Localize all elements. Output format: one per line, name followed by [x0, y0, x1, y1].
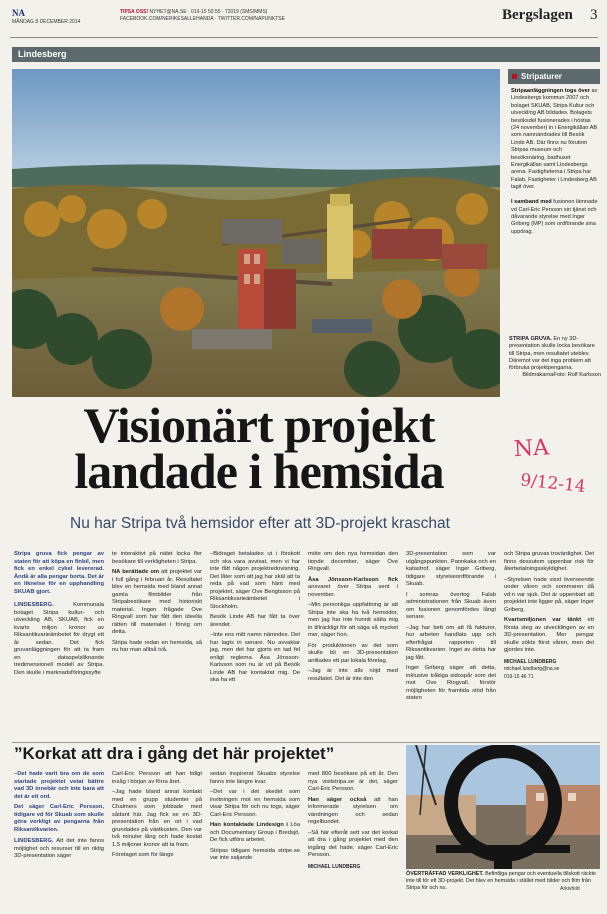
quote-col-2 — [112, 771, 202, 860]
handwritten-note-line-1: NA — [513, 435, 550, 463]
byline-name: MICHAEL LUNDBERG — [504, 658, 557, 665]
fact-p1: av Lindesbergs kommun 2007 och bolaget SKUAB, Stripa Kultur och utveckling AB bildades. Bolagets besöksdel fusionerades i höstas (24 november) in i Energikällan AB som namnändrades till Besök Linde AB. Där finns nu förutom Stripas museum och besöksnäring, badhuset Energikällan samt Lindesbergs arena. Fastigheterna i Stripa har Falab, Fastigheter i Lindesberg AB tagit över. — [511, 88, 598, 191]
article-col-5-text: 3D-presentation som var utgångspunkten. Pannkaka och en katastrof, säger Inger Griberg, tidigare styrelseordförande i Skuab. — [406, 551, 496, 587]
article-col-5 — [406, 551, 496, 703]
dateline: LINDESBERG. — [14, 602, 54, 608]
article-col-2-lead: NA berättade om — [112, 569, 160, 575]
headline — [14, 397, 504, 499]
quote-col-2-text: Carl-Eric Persson att han tidigt insåg i början av förra året. — [112, 771, 202, 785]
sculpture-photo-illustration — [406, 745, 600, 869]
square-bullet-icon — [512, 74, 517, 79]
article-col-1 — [14, 551, 104, 677]
quote-col-3-text-d: Stripas tidigare hemsida stripe.se var inte saljande — [210, 847, 300, 861]
caption-credit-2: Bildmakarna — [522, 372, 554, 379]
quote-article-body — [14, 771, 404, 911]
article-col-4 — [308, 551, 398, 683]
location-label: Lindesberg — [18, 49, 67, 59]
fact-box — [508, 69, 600, 236]
quote-col-3-text-b: –Det var i det skedet som invitningen mot en hemsida som visar Stripa för och nu togs, säger Carl-Eric Persson. — [210, 789, 300, 818]
location-bar — [12, 47, 600, 62]
byline-phone: 019-15 46 71 — [504, 673, 534, 680]
article-col-6 — [504, 551, 594, 681]
quote-dateline: LINDESBERG. — [14, 838, 54, 844]
article-col-3-text-b: Besök Linde AB har fått ta över ärendet. — [210, 614, 300, 628]
page-header — [10, 6, 600, 36]
quote-col-4 — [308, 771, 398, 871]
quote-col-4-text-b: att han informerade styrelsen om vändningen och sedan regelbundet. — [308, 796, 399, 825]
article-body — [14, 551, 602, 741]
quote-col-4-text: med 800 besökare på ett år. Den nya visitstripa.se är det, säger Carl-Eric Persson. — [308, 771, 398, 792]
quote-col-3-lead: Han kontaktade Lindesign i — [210, 822, 288, 828]
sculpture-credit: Arkivbild — [560, 886, 580, 892]
fact-box-title — [508, 69, 600, 84]
sculpture-caption-lead: ÖVERTRÄFFAD VERKLIGHET. — [406, 871, 484, 877]
article-byline — [504, 659, 594, 682]
quote-col-1-text: Att det inte fanns möjlighet och resurser till en riktig 3D-presentation säger — [14, 838, 104, 859]
caption-lead: STRIPA GRUVA. — [509, 336, 552, 342]
contact-line-1: NYHET@NA.SE · 019-15 50 55 · 72019 (SMS/MMS) — [149, 9, 268, 15]
quote-col-4-text-c: –Så här efteråt sett var det korkat att dra i gång projektet med den ingång det hade, säger Carl-Eric Persson. — [308, 829, 398, 858]
fact-box-title-text: Stripaturer — [521, 72, 562, 81]
quote-col-2-text-c: Företaget som för länge — [112, 852, 174, 858]
fact-p1-lead: Stripaanläggningen togs över — [511, 88, 590, 94]
article-col-4-text-c: –Min personliga uppfattning är att Stripa inte ska ha två hemsidor, men jag har inte hunnit sätta mig in tillräckligt för att säga så mycket mer, säger hon. — [308, 602, 398, 638]
quote-col-3 — [210, 771, 300, 863]
caption-text: En ny 3D-presentation skulle locka besökare till Stripa, men resultatet uteblev. Däremot var det inga problem att förbruka projektpengarna. — [509, 336, 595, 372]
article-col-6-text: och Stripa gruvas trovärdighet. Det finns dessutom uppenbar risk för återbetalningsskyldighet. — [504, 551, 594, 572]
page-number: 3 — [590, 7, 598, 23]
caption-credit: Foto: Rolf Karlsson — [553, 372, 601, 379]
article-col-4-text: möte om den nya hemsidan den tionde december, säger Ove Ringvall. — [308, 551, 398, 572]
article-col-2-text-c: Stripa hade redan en hemsida, så nu har man alltså två. — [112, 639, 202, 653]
fact-p2: fusionen lämnade vd Carl-Eric Persson sin tjänst och dåvarande styrelse med Inger Griberg (MP) som ordförande sina uppdrag. — [511, 199, 598, 235]
contact-info — [120, 9, 400, 23]
article-col-4-lead: Åsa Jönsson-Karlsson fick — [308, 576, 398, 583]
mine-photo — [12, 69, 500, 397]
subheadline: Nu har Stripa två hemsidor efter att 3D-projekt kraschat — [70, 515, 450, 532]
article-col-2-text: te interaktivt på nätet locka fler besökare till verkligheten i Stripa. — [112, 551, 202, 565]
article-col-5-text-d: Inger Griberg säger att detta, inklusive tråkiga sidospår som det mot Ove Ringvall, förstör möjligheten för framtida stöd från staten — [406, 665, 496, 701]
quote-byline: MICHAEL LUNDBERG — [308, 863, 361, 870]
article-col-2-text-b: att projektet var i full gång i februari år. Resultatet blev en hemsida med bland annat gamla filmbilder från Stripabesökare med historiskt material. Ingen frågade Ove Ringvall som har fått den ideella rätten till materialet i förvig om detta. — [112, 569, 202, 635]
article-col-3-text-c: –Inte ens mitt namn nämndes. Det har lagts in senare. Nu avvaktar jag, men det har gjorts en tad fel enligt reglerna. Åsa Jönsson-Karlsson som nu är vd på Besök Linde AB har kontaktat mig. De ska ha ett — [210, 632, 300, 683]
na-logo: NA — [12, 8, 25, 18]
article-col-5-text-c: –Jag har bett om att få fakturor, hur arbeten handlats upp och efterfrågat rapporten till Riksantikvarien. Inget av detta har jag fått. — [406, 624, 496, 661]
article-col-4-text-b: ansvaret över Stripa sent i november. — [308, 584, 398, 598]
quote-col-3-text: sedan inspirerat Skuabs styrelse fanns inte längre kvar. — [210, 771, 300, 785]
mine-photo-illustration — [12, 69, 500, 397]
section-name: Bergslagen — [502, 7, 573, 23]
article-col-6-text-b: –Styrelsen hade visst överseende under våren och sommaren då vd:n var sjuk. Det är uppenbart att projektet inte ligger på, säger Inger Griberg. — [504, 576, 594, 613]
handwritten-note-graphic — [506, 430, 606, 520]
article-col-3-text: –Bidraget betalades ut i förskott och ska vara avvisat, men vi har inte fått någon projektredovisning. Det låter som att jag har skäl att ta reda på vad som hänt med projektet, säger Ove Bengtsson på Riksantikvarieämbetet i Stockholm. — [210, 551, 300, 610]
article-col-6-lead: Kvartsmiljonen var tänkt — [504, 617, 582, 623]
article-col-5-text-b: I somras övertog Falab administrationen från Skuab även om fusionen genomfördes långt senare. — [406, 591, 496, 620]
headline-line-2: landade i hemsida — [74, 443, 444, 499]
article-col-1-text: Kommunala bolaget Stripa kultur- och utveckling AB, SKUAB, fick en kvarts miljon kronor av Riksantikvarieämbetet för drygt ett år sedan. Det fick gruvanläggningen för att ta fram en dataspelsliknande tredimensionell modell av Stripa. Den skulle i marknadsföringssyfte — [14, 602, 104, 676]
quote-headline: ”Korkat att dra i gång det här projektet” — [14, 744, 335, 763]
fact-box-body — [508, 84, 600, 236]
fact-p2-lead: I samband med — [511, 199, 552, 206]
header-rule — [10, 37, 598, 38]
quote-col-1 — [14, 771, 104, 861]
quote-col-2-text-b: –Jag hade bland annat kontakt med en grupp studenter på Chalmers som jobbade med sådant här. Jag fick se en 3D-presentation från en ort i vad grundades på västkusten. Den var två minuter lång och hade kostat 1,5 miljoner kronor att ta fram. — [112, 789, 202, 848]
issue-date: MÅNDAG 8 DECEMBER 2014 — [12, 19, 81, 25]
sculpture-photo — [406, 745, 600, 869]
article-lead: Stripa gruva fick pengar av staten för att köpa en finbil, men fick en enkel cykel levererad. Ändå är alla pengar borta. Det är en liknelse för en upphandling SKUAB gjort. — [14, 551, 104, 595]
handwritten-note — [506, 430, 606, 520]
photo-caption — [509, 336, 601, 380]
quote-lead-2: Det säger Carl-Eric Persson, tidigare vd för Skuab som skulle göra verkligt av pengarna från Riksantikvarien. — [14, 804, 104, 833]
quote-col-4-lead: Han säger också — [308, 796, 367, 803]
sculpture-caption-text: Befintliga pengar och eventuella tillskott räckte inte till för ett 3D-projekt. Det blev en hemsida i stället med bilder och film från Stripa för och nu. — [406, 871, 596, 891]
tip-label: TIPSA OSS! — [120, 9, 149, 15]
quote-lead-1: –Det hade varit bra om de som startade projektet vetat bättre vad 3D innebär och inte bara att det är ett ord. — [14, 771, 104, 800]
quote-col-3-text-c: Löa och Documentary Group i Bredsjö. De fick utföra arbetet. — [210, 822, 300, 843]
article-col-2 — [112, 551, 202, 655]
handwritten-note-line-2: 9/12-14 — [519, 470, 587, 498]
article-col-4-text-d: För produktionen av det som skulle bli en 3D-presentation anlitades ett par lokala företag. — [308, 642, 398, 664]
article-col-3 — [210, 551, 300, 685]
article-col-6-text-c: ett första steg av utvecklingen av en 3D-presentation. Mer pengar skulle sökts först våren, men det gjordes inte. — [504, 617, 595, 653]
contact-line-2: FACEBOOK.COM/NERIKESALLEHANDA · TWITTER.COM/NAPUNKTSE — [120, 16, 285, 22]
headline-line-1: Visionärt projekt — [83, 397, 435, 453]
article-col-4-text-e: –Jag är inte alls nöjd med resultatet. Det är inte den — [308, 668, 398, 682]
section-divider — [12, 742, 600, 743]
byline-email: michael.lundberg@na.se — [504, 666, 560, 672]
